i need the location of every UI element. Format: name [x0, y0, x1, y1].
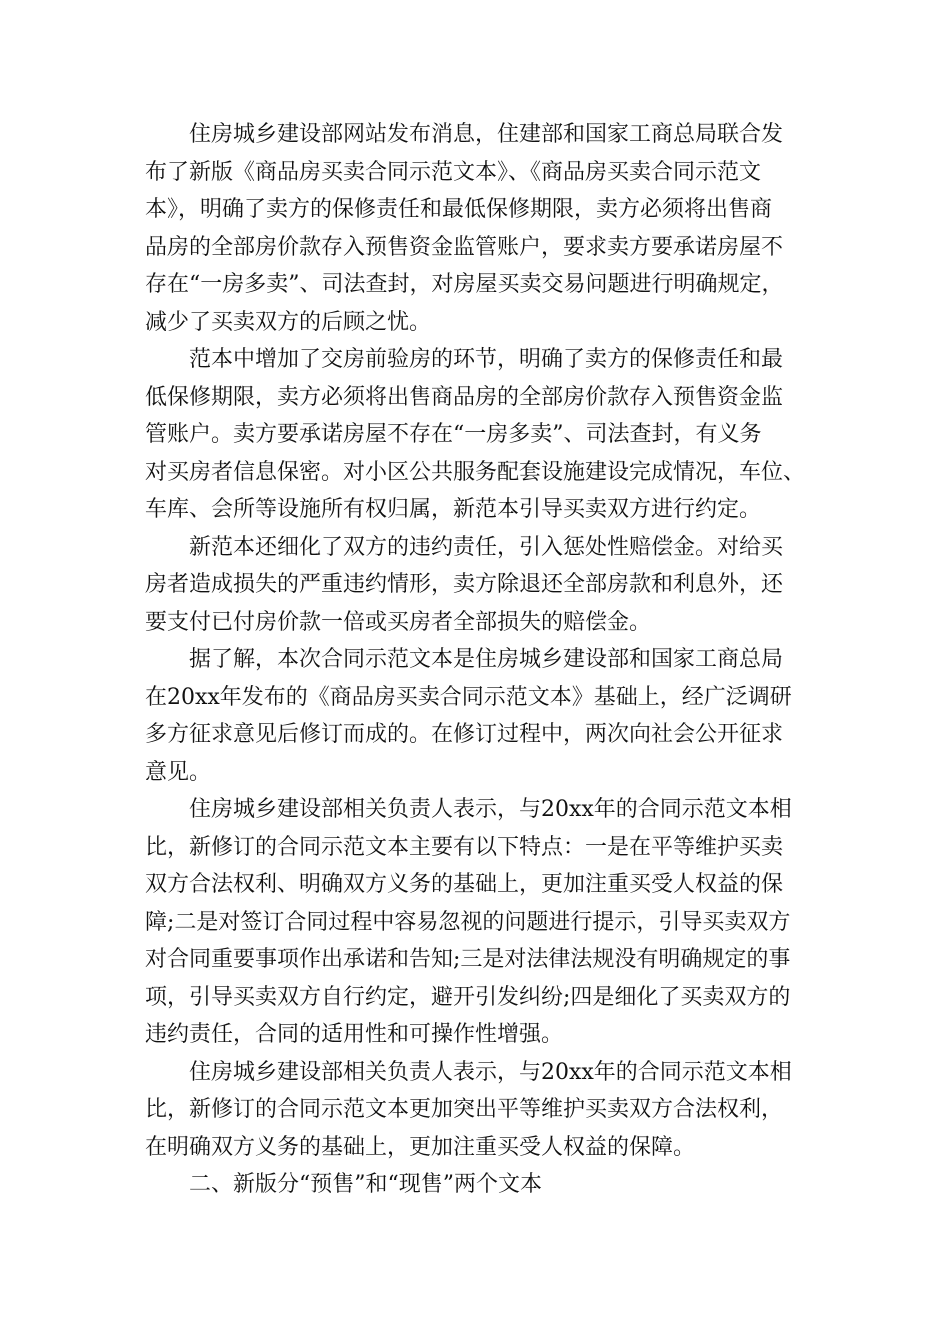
- paragraph-4: 据了解，本次合同示范文本是住房城乡建设部和国家工商总局 在20xx年发布的《商品房买卖合同示范文本》基础上，经广泛调研 多方征求意见后修订而成的。在修订过程中，两次向社会公开征求 意见。: [145, 647, 792, 785]
- paragraph-1: 住房城乡建设部网站发布消息，住建部和国家工商总局联合发 布了新版《商品房买卖合同示范文本》、《商品房买卖合同示范文 本》，明确了卖方的保修责任和最低保修期限，卖方必须将出售商 品房的全部房价款存入预售资金监管账户，要求卖方要承诺房屋不 存在“一房多卖”、司法查封，对房屋买卖交易问题进行明确规定， 减少了买卖双方的后顾之忧。: [145, 122, 784, 335]
- section-heading: 二、新版分“预售”和“现售”两个文本: [189, 1172, 542, 1197]
- paragraph-5: 住房城乡建设部相关负责人表示，与20xx年的合同示范文本相 比，新修订的合同示范文本主要有以下特点：一是在平等维护买卖 双方合法权利、明确双方义务的基础上，更加注重买受人权益的保 障;二是对签订合同过程中容易忽视的问题进行提示，引导买卖双方 对合同重要事项作出承诺和告知;三是对法律法规没有明确规定的事 项，引导买卖双方自行约定，避开引发纠纷;四是细化了买卖双方的 违约责任，合同的适用性和可操作性增强。: [145, 797, 792, 1047]
- document-body: [145, 116, 813, 1204]
- paragraph-2: 范本中增加了交房前验房的环节，明确了卖方的保修责任和最 低保修期限，卖方必须将出售商品房的全部房价款存入预售资金监 管账户。卖方要承诺房屋不存在“一房多卖”、司法查封，有义务 对买房者信息保密。对小区公共服务配套设施建设完成情况，车位、 车库、会所等设施所有权归属，新范本引导买卖双方进行约定。: [145, 347, 806, 522]
- paragraph-6: 住房城乡建设部相关负责人表示，与20xx年的合同示范文本相 比，新修订的合同示范文本更加突出平等维护买卖双方合法权利， 在明确双方义务的基础上，更加注重买受人权益的保障。: [145, 1059, 792, 1160]
- paragraph-3: 新范本还细化了双方的违约责任，引入惩处性赔偿金。对给买 房者造成损失的严重违约情形，卖方除退还全部房款和利息外，还 要支付已付房价款一倍或买房者全部损失的赔偿金。: [145, 534, 784, 635]
